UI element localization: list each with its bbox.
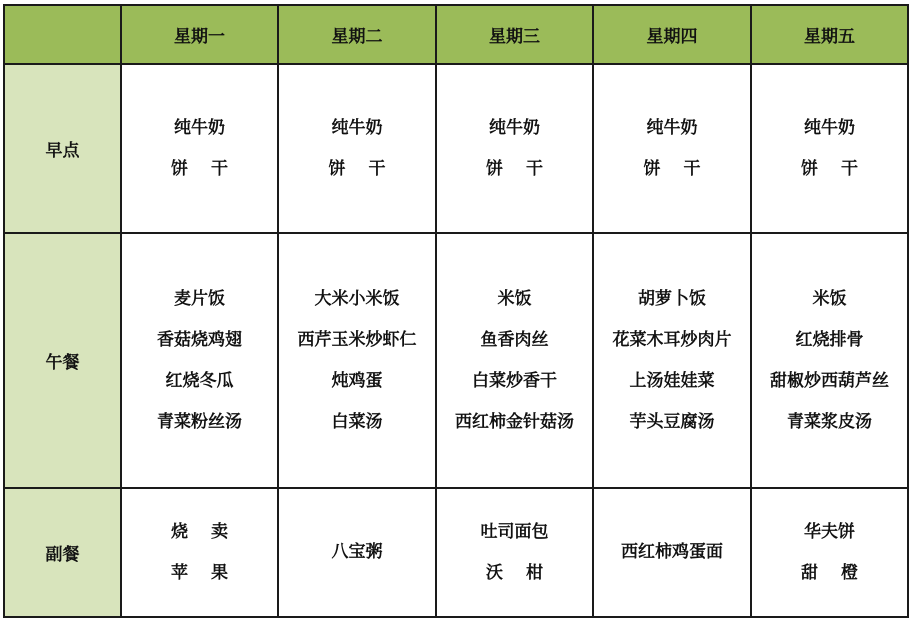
snack-row bbox=[4, 488, 908, 617]
menu-item: 白菜炒香干 bbox=[472, 370, 557, 391]
menu-item: 纯牛奶 bbox=[646, 117, 698, 138]
day-header-thursday: 星期四 bbox=[593, 5, 751, 64]
menu-item: 芋头豆腐汤 bbox=[629, 411, 715, 432]
menu-item: 苹 果 bbox=[171, 562, 228, 583]
menu-item: 鱼香肉丝 bbox=[480, 329, 549, 350]
day-header-tuesday: 星期二 bbox=[278, 5, 436, 64]
snack-cell-tuesday bbox=[278, 488, 436, 617]
lunch-cell-wednesday bbox=[436, 233, 593, 488]
menu-item: 青菜粉丝汤 bbox=[157, 411, 242, 432]
menu-item: 纯牛奶 bbox=[174, 117, 225, 138]
menu-item: 大米小米饭 bbox=[314, 288, 400, 309]
menu-item: 饼 干 bbox=[643, 158, 701, 179]
menu-item: 麦片饭 bbox=[174, 288, 225, 309]
row-label-lunch: 午餐 bbox=[4, 233, 121, 488]
menu-item: 上汤娃娃菜 bbox=[629, 370, 715, 391]
menu-item: 烧 卖 bbox=[171, 521, 228, 542]
breakfast-cell-wednesday bbox=[436, 64, 593, 233]
menu-item: 香菇烧鸡翅 bbox=[157, 329, 242, 350]
breakfast-cell-friday bbox=[751, 64, 908, 233]
menu-item: 沃 柑 bbox=[486, 562, 543, 583]
menu-item: 华夫饼 bbox=[804, 521, 855, 542]
lunch-cell-tuesday bbox=[278, 233, 436, 488]
menu-item: 胡萝卜饭 bbox=[638, 288, 706, 309]
menu-item: 甜椒炒西葫芦丝 bbox=[770, 370, 889, 391]
menu-item: 甜 橙 bbox=[801, 562, 858, 583]
menu-item: 米饭 bbox=[497, 288, 532, 309]
row-label-breakfast: 早点 bbox=[4, 64, 121, 233]
breakfast-row bbox=[4, 64, 908, 233]
lunch-cell-monday bbox=[121, 233, 278, 488]
menu-item: 红烧冬瓜 bbox=[165, 370, 234, 391]
menu-item: 西红柿金针菇汤 bbox=[455, 411, 574, 432]
menu-item: 纯牛奶 bbox=[331, 117, 383, 138]
menu-item: 白菜汤 bbox=[331, 411, 383, 432]
menu-item: 纯牛奶 bbox=[489, 117, 540, 138]
menu-item: 饼 干 bbox=[486, 158, 543, 179]
menu-item: 纯牛奶 bbox=[804, 117, 855, 138]
weekly-menu-table bbox=[3, 4, 909, 618]
menu-item: 饼 干 bbox=[328, 158, 386, 179]
menu-item: 吐司面包 bbox=[480, 521, 549, 542]
snack-cell-thursday bbox=[593, 488, 751, 617]
menu-item: 西红柿鸡蛋面 bbox=[621, 542, 723, 562]
breakfast-cell-monday bbox=[121, 64, 278, 233]
menu-item: 炖鸡蛋 bbox=[331, 370, 383, 391]
menu-item: 米饭 bbox=[812, 288, 847, 309]
day-header-wednesday: 星期三 bbox=[436, 5, 593, 64]
row-label-snack: 副餐 bbox=[4, 488, 121, 617]
menu-item: 八宝粥 bbox=[331, 542, 383, 562]
menu-item: 西芹玉米炒虾仁 bbox=[297, 329, 417, 350]
menu-item: 花菜木耳炒肉片 bbox=[612, 329, 732, 350]
menu-item: 红烧排骨 bbox=[795, 329, 864, 350]
menu-item: 青菜浆皮汤 bbox=[787, 411, 872, 432]
day-header-friday: 星期五 bbox=[751, 5, 908, 64]
header-corner bbox=[4, 5, 121, 64]
lunch-row bbox=[4, 233, 908, 488]
menu-item: 饼 干 bbox=[801, 158, 858, 179]
day-header-monday: 星期一 bbox=[121, 5, 278, 64]
snack-cell-monday bbox=[121, 488, 278, 617]
lunch-cell-thursday bbox=[593, 233, 751, 488]
snack-cell-wednesday bbox=[436, 488, 593, 617]
breakfast-cell-tuesday bbox=[278, 64, 436, 233]
snack-cell-friday bbox=[751, 488, 908, 617]
header-row bbox=[4, 5, 908, 64]
lunch-cell-friday bbox=[751, 233, 908, 488]
menu-item: 饼 干 bbox=[171, 158, 228, 179]
breakfast-cell-thursday bbox=[593, 64, 751, 233]
